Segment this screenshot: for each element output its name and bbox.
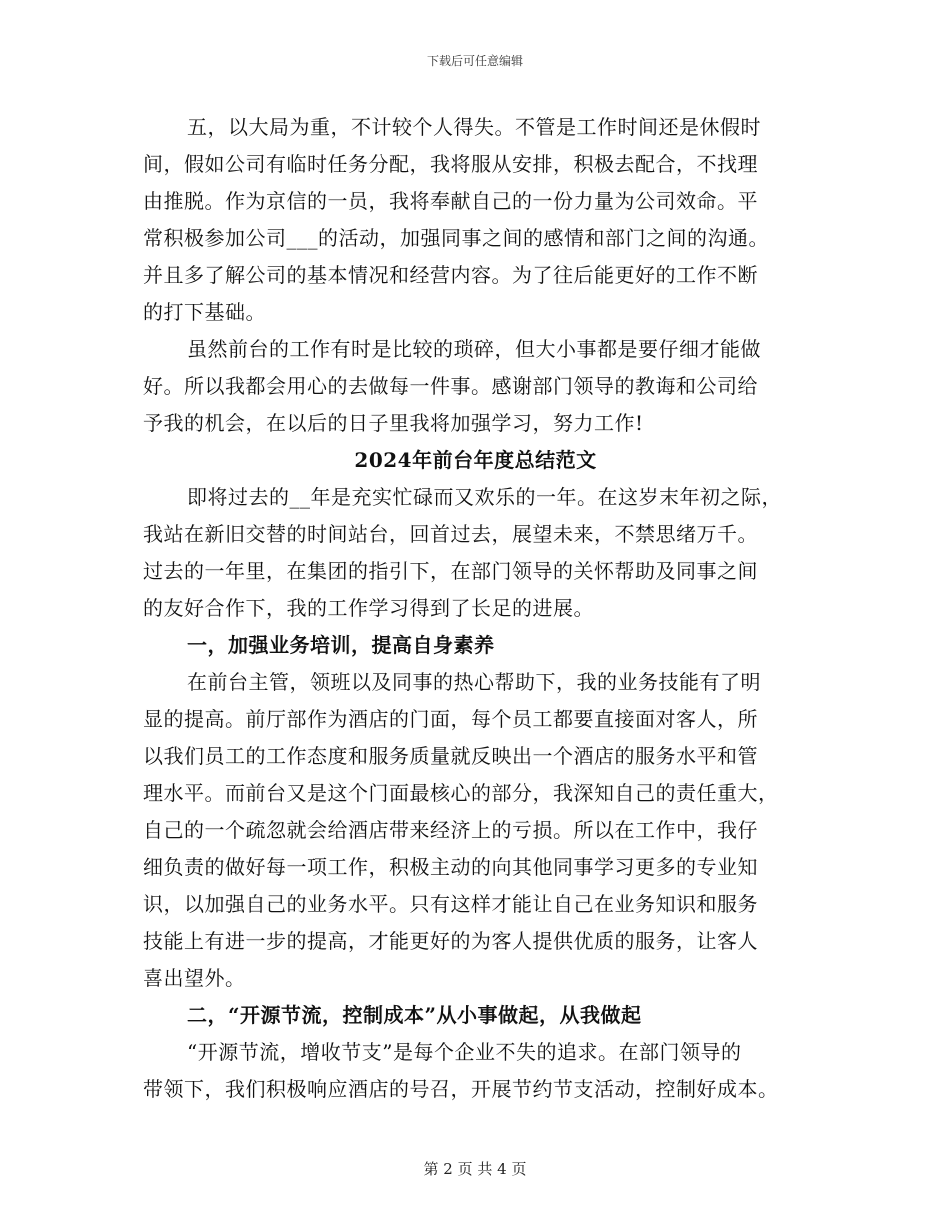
text-line: 自己的一个疏忽就会给酒店带来经济上的亏损。所以在工作中，我仔 xyxy=(143,818,758,842)
text-line: 间，假如公司有临时任务分配，我将服从安排，积极去配合，不找理 xyxy=(143,152,758,176)
text-line: 常积极参加公司___的活动，加强同事之间的感情和部门之间的沟通。 xyxy=(143,226,769,250)
text-line: 即将过去的__年是充实忙碌而又欢乐的一年。在这岁末年初之际， xyxy=(187,485,782,509)
page-header: 下载后可任意编辑 xyxy=(426,54,523,68)
text-line: 我站在新旧交替的时间站台，回首过去，展望未来，不禁思绪万千。 xyxy=(143,522,758,546)
text-line: 的友好合作下，我的工作学习得到了长足的进展。 xyxy=(143,596,594,620)
text-line: 虽然前台的工作有时是比较的琐碎，但大小事都是要仔细才能做 xyxy=(187,337,761,361)
section-title: 2024年前台年度总结范文 xyxy=(354,448,597,472)
text-line: 显的提高。前厅部作为酒店的门面，每个员工都要直接面对客人，所 xyxy=(143,707,758,731)
text-line: 以我们员工的工作态度和服务质量就反映出一个酒店的服务水平和管 xyxy=(143,744,758,768)
section-heading: 二，“开源节流，控制成本”从小事做起，从我做起 xyxy=(187,1003,642,1027)
text-line: 过去的一年里，在集团的指引下，在部门领导的关怀帮助及同事之间 xyxy=(143,559,758,583)
text-line: 好。所以我都会用心的去做每一件事。感谢部门领导的教诲和公司给 xyxy=(143,374,758,398)
section-heading: 一，加强业务培训，提高自身素养 xyxy=(187,633,495,657)
text-line: 并且多了解公司的基本情况和经营内容。为了往后能更好的工作不断 xyxy=(143,263,758,287)
text-line: 识，以加强自己的业务水平。只有这样才能让自己在业务知识和服务 xyxy=(143,892,758,916)
text-line: 细负责的做好每一项工作，积极主动的向其他同事学习更多的专业知 xyxy=(143,855,758,879)
text-line: 予我的机会，在以后的日子里我将加强学习，努力工作! xyxy=(143,411,644,435)
text-line: 五，以大局为重，不计较个人得失。不管是工作时间还是休假时 xyxy=(187,115,761,139)
text-line: 理水平。而前台又是这个门面最核心的部分，我深知自己的责任重大， xyxy=(143,781,779,805)
text-line: 在前台主管，领班以及同事的热心帮助下，我的业务技能有了明 xyxy=(187,670,761,694)
text-line: “开源节流，增收节支”是每个企业不失的追求。在部门领导的 xyxy=(187,1040,742,1064)
document-body xyxy=(143,109,808,1108)
text-line: 由推脱。作为京信的一员，我将奉献自己的一份力量为公司效命。平 xyxy=(143,189,758,213)
text-line: 带领下，我们积极响应酒店的号召，开展节约节支活动，控制好成本。 xyxy=(143,1077,779,1101)
page-footer: 第 2 页 共 4 页 xyxy=(423,1160,527,1178)
text-line: 的打下基础。 xyxy=(143,300,266,324)
text-line: 技能上有进一步的提高，才能更好的为客人提供优质的服务，让客人 xyxy=(143,929,758,953)
text-line: 喜出望外。 xyxy=(143,966,246,990)
